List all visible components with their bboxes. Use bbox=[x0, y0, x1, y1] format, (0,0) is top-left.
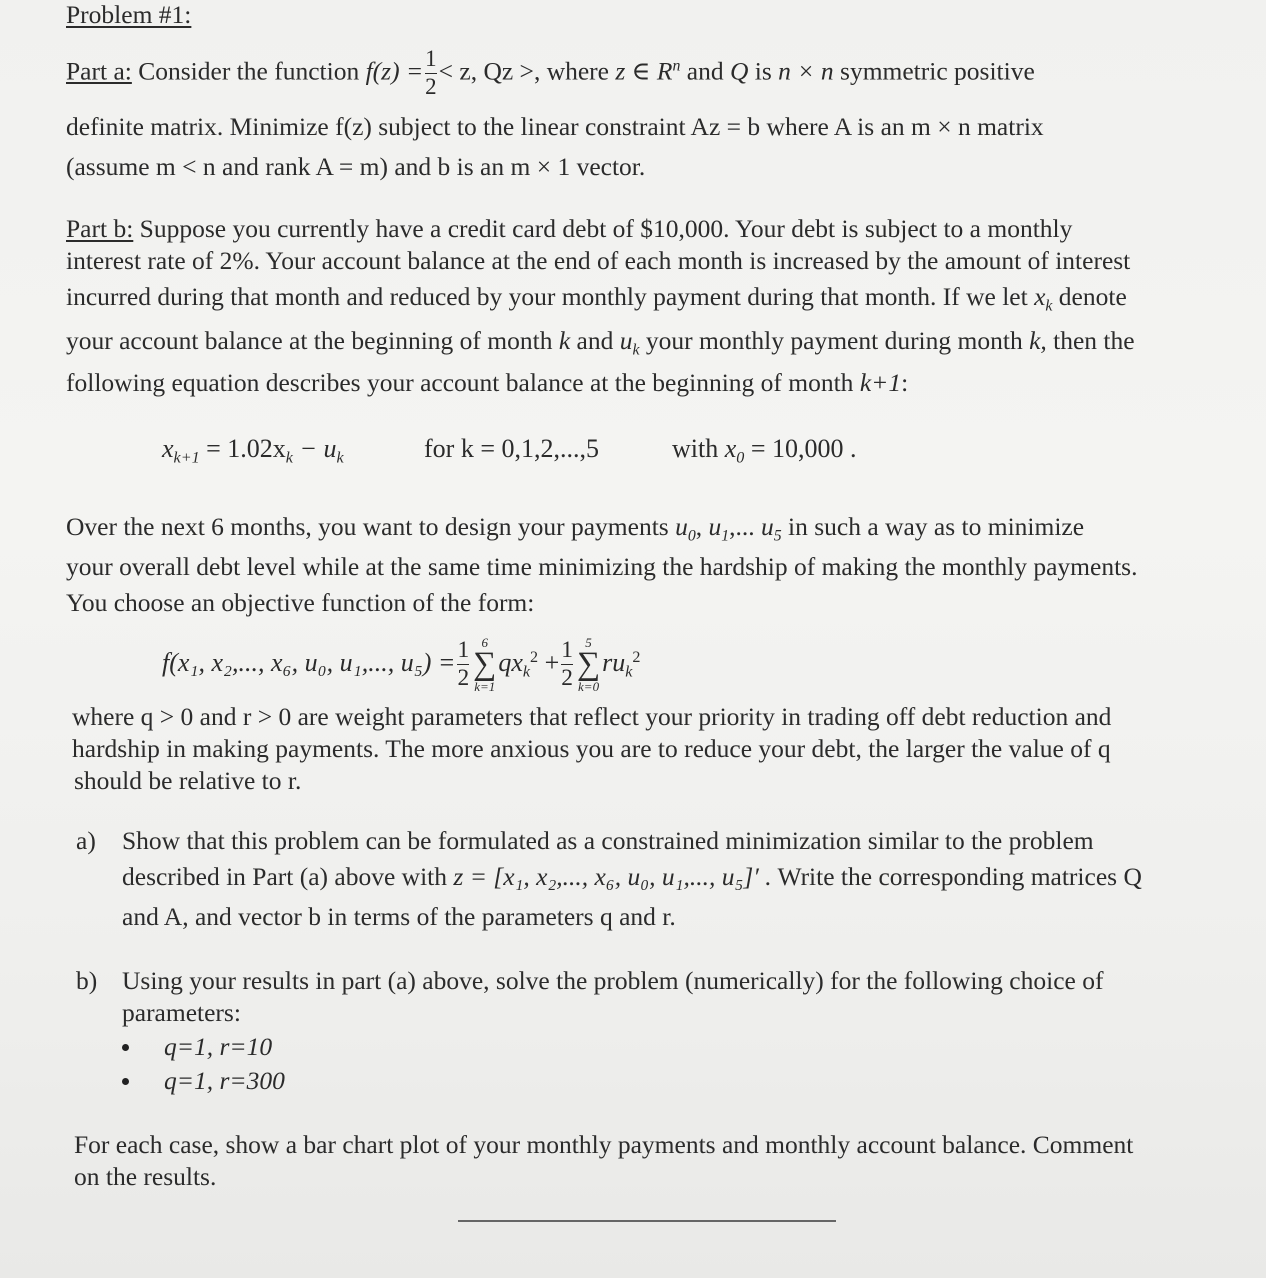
question-a-line-2: described in Part (a) above with z = [x₁, x₂,..., x₆, u₀, u₁,..., u₅]′ . Write the corresponding matrices Q bbox=[122, 862, 1142, 891]
part-a-line-3: (assume m < n and rank A = m) and b is an m × 1 vector. bbox=[66, 152, 646, 181]
where-line-1: where q > 0 and r > 0 are weight parameters that reflect your priority in trading off debt reduction and bbox=[72, 702, 1112, 731]
closing-line-1: For each case, show a bar chart plot of your monthly payments and monthly account balance. Comment bbox=[74, 1130, 1134, 1159]
design-line-1: Over the next 6 months, you want to design your payments $u_0$, $u_1$,... $u_5$ in such a way as to minimize bbox=[66, 512, 1085, 545]
problem-title: Problem #1: bbox=[66, 0, 192, 29]
part-b-line-1: Part b: Suppose you currently have a credit card debt of $10,000. Your debt is subject to a monthly bbox=[66, 214, 1073, 243]
design-line-2: your overall debt level while at the same time minimizing the hardship of making the monthly payments. bbox=[66, 552, 1138, 581]
parameter-choice-1: q=1, r=10 bbox=[164, 1032, 273, 1061]
initial-condition: with $x_0 = 10,000$ . bbox=[672, 434, 857, 467]
part-b-line-4: your account balance at the beginning of month k and $u_k$ your monthly payment during month k, then the bbox=[66, 326, 1135, 359]
question-a-line-3: and A, and vector b in terms of the parameters q and r. bbox=[122, 902, 676, 931]
question-a-marker: a) bbox=[76, 826, 96, 855]
question-b-line-2: parameters: bbox=[122, 998, 241, 1027]
bullet-dot bbox=[122, 1078, 129, 1085]
where-line-2: hardship in making payments. The more anxious you are to reduce your debt, the larger the value of q bbox=[72, 734, 1111, 763]
summation-1: 6 ∑ k=1 bbox=[473, 635, 497, 695]
question-b-line-1: Using your results in part (a) above, solve the problem (numerically) for the following choice of bbox=[122, 966, 1104, 995]
part-a-label: Part a: bbox=[66, 56, 132, 86]
objective-function: f(x₁, x₂,..., x₆, u₀, u₁,..., u₅) = $\frac{1}{2}$ 6 ∑ k=1 $qx_k^2$ + $\frac{1}{2}$ 5 ∑ k=0 $ru_k^2$ bbox=[162, 635, 641, 695]
parameter-choice-2: q=1, r=300 bbox=[164, 1066, 285, 1095]
question-a-line-1: Show that this problem can be formulated as a constrained minimization similar to the problem bbox=[122, 826, 1094, 855]
summation-2: 5 ∑ k=0 bbox=[576, 635, 601, 695]
closing-line-2: on the results. bbox=[74, 1162, 217, 1191]
where-line-3: should be relative to r. bbox=[74, 766, 302, 795]
recurrence-range: for k = 0,1,2,...,5 bbox=[424, 434, 599, 463]
end-rule bbox=[458, 1220, 836, 1222]
part-b-line-3: incurred during that month and reduced by your monthly payment during that month. If we let $x_k$ denote bbox=[66, 282, 1127, 315]
half-fraction: $\frac{1}{2}$ bbox=[425, 46, 437, 99]
recurrence-equation: $x_{k+1} = 1.02x_k - u_k$ bbox=[162, 434, 344, 467]
bullet-dot bbox=[122, 1044, 129, 1051]
question-b-marker: b) bbox=[76, 966, 98, 995]
part-a-line-2: definite matrix. Minimize f(z) subject to the linear constraint Az = b where A is an m × n matrix bbox=[66, 112, 1044, 141]
design-line-3: You choose an objective function of the form: bbox=[66, 588, 535, 617]
part-b-line-5: following equation describes your account balance at the beginning of month k+1: bbox=[66, 368, 909, 397]
part-b-label: Part b: bbox=[66, 214, 134, 243]
part-b-line-2: interest rate of 2%. Your account balance at the end of each month is increased by the amount of interest bbox=[66, 246, 1131, 275]
part-a-line-1: Part a: Consider the function f(z) = $\frac{1}{2}$ < z, Qz >, where z ∈ $R^n$ and Q is n × n symmetric positive bbox=[66, 46, 1035, 99]
